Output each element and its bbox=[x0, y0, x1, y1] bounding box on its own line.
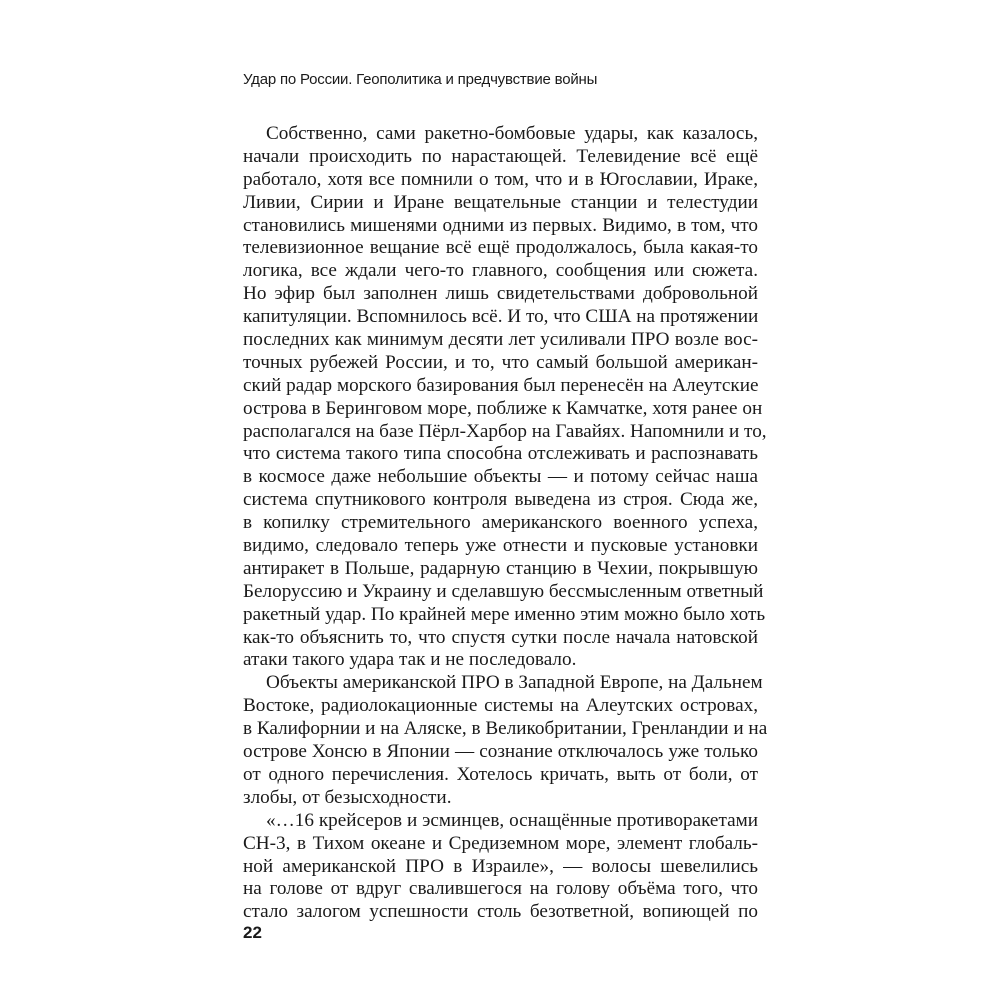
text-line: что система такого типа способна отслеживать и распознавать bbox=[243, 443, 758, 465]
text-line: острове Хонсю в Японии — сознание отключалось уже только bbox=[243, 741, 758, 763]
text-line: Объекты американской ПРО в Западной Европе, на Дальнем bbox=[266, 672, 763, 694]
text-line: Белоруссию и Украину и сделавшую бессмысленным ответный bbox=[243, 580, 764, 602]
text-line: видимо, следовало теперь уже отнести и пусковые установки bbox=[243, 535, 758, 557]
text-line: Ливии, Сирии и Иране вещательные станции и телестудии bbox=[243, 191, 758, 213]
text-line: Востоке, радиолокационные системы на Алеутских островах, bbox=[243, 695, 758, 717]
text-line: телевизионное вещание всё ещё продолжалось, была какая-то bbox=[243, 237, 758, 259]
text-line: стало залогом успешности столь безответной, вопиющей по bbox=[243, 901, 758, 923]
text-line: работало, хотя все помнили о том, что и в Югославии, Ираке, bbox=[243, 168, 758, 190]
text-line: в копилку стремительного американского военного успеха, bbox=[243, 512, 758, 534]
text-line: капитуляции. Вспомнилось всё. И то, что США на протяжении bbox=[243, 306, 759, 328]
text-line: СН-3, в Тихом океане и Средиземном море, элемент глобаль- bbox=[243, 832, 758, 854]
text-line: ной американской ПРО в Израиле», — волосы шевелились bbox=[243, 855, 758, 877]
text-line: ский радар морского базирования был перенесён на Алеутские bbox=[243, 374, 759, 396]
text-line: точных рубежей России, и то, что самый большой американ- bbox=[243, 351, 758, 373]
text-line: система спутникового контроля выведена из строя. Сюда же, bbox=[243, 489, 758, 511]
running-title: Удар по России. Геополитика и предчувствие войны bbox=[243, 71, 598, 88]
text-line: антиракет в Польше, радарную станцию в Чехии, покрывшую bbox=[243, 557, 758, 579]
text-line: последних как минимум десяти лет усиливали ПРО возле вос- bbox=[243, 329, 758, 351]
text-line: «…16 крейсеров и эсминцев, оснащённые противоракетами bbox=[266, 809, 758, 831]
text-line: логика, все ждали чего-то главного, сообщения или сюжета. bbox=[243, 260, 758, 282]
text-line: острова в Беринговом море, поближе к Камчатке, хотя ранее он bbox=[243, 397, 763, 419]
text-line: злобы, от безысходности. bbox=[243, 786, 452, 808]
text-line: на голове от вдруг свалившегося на голову объёма того, что bbox=[243, 878, 758, 900]
text-line: ракетный удар. По крайней мере именно этим можно было хоть bbox=[243, 603, 766, 625]
text-line: как-то объяснить то, что спустя сутки после начала натовской bbox=[243, 626, 758, 648]
text-line: становились мишенями одними из первых. Видимо, в том, что bbox=[243, 214, 758, 236]
text-line: от одного перечисления. Хотелось кричать, выть от боли, от bbox=[243, 763, 758, 785]
text-line: располагался на базе Пёрл-Харбор на Гавайях. Напомнили и то, bbox=[243, 420, 767, 442]
text-line: атаки такого удара так и не последовало. bbox=[243, 649, 577, 671]
text-line: Но эфир был заполнен лишь свидетельствами добровольной bbox=[243, 283, 758, 305]
text-line: в космосе даже небольшие объекты — и потому сейчас наша bbox=[243, 466, 758, 488]
text-line: Собственно, сами ракетно-бомбовые удары, как казалось, bbox=[266, 123, 758, 144]
body-text bbox=[243, 123, 768, 924]
text-line: в Калифорнии и на Аляске, в Великобритании, Гренландии и на bbox=[243, 718, 768, 740]
page-number: 22 bbox=[243, 923, 262, 942]
text-line: начали происходить по нарастающей. Телевидение всё ещё bbox=[243, 145, 758, 167]
